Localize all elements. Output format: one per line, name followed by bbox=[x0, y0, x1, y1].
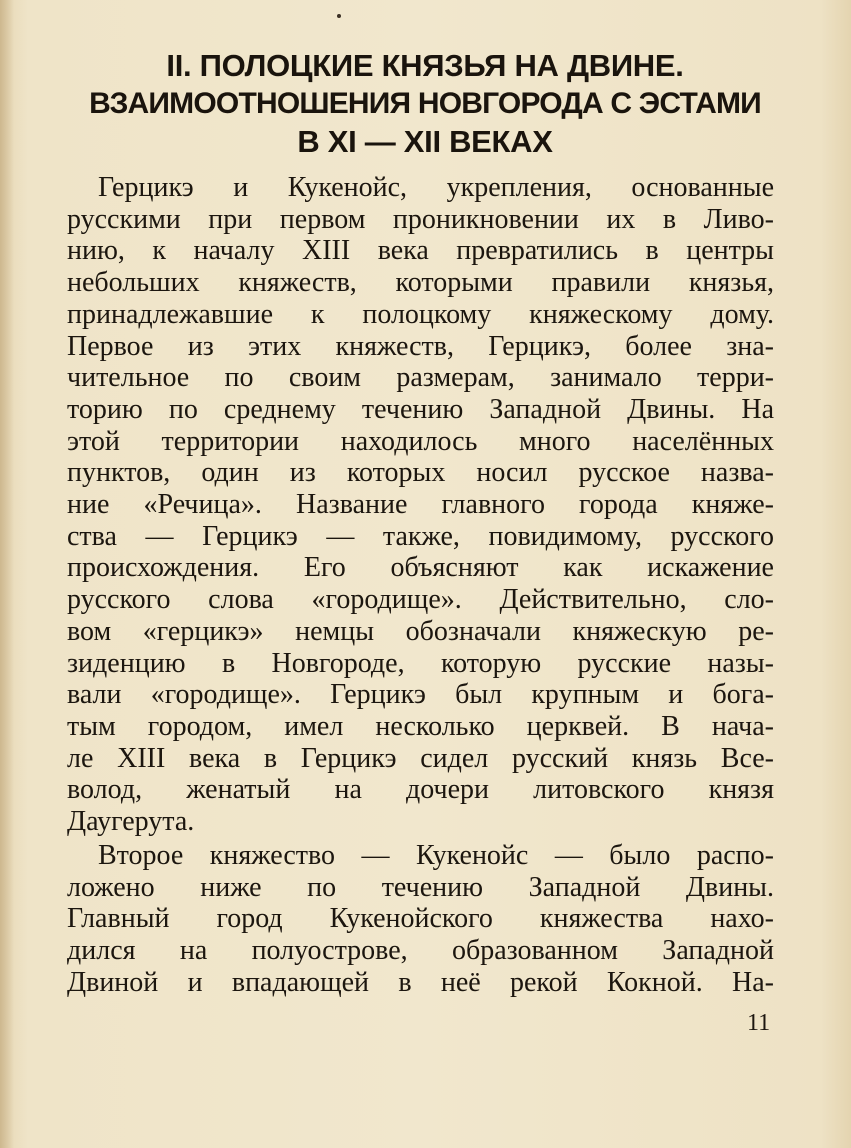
paragraph-1-line: зиденцию в Новгороде, которую русские назы- bbox=[67, 647, 774, 679]
paragraph-1-line: волод, женатый на дочери литовского князя bbox=[67, 774, 774, 806]
paragraph-1-line: происхождения. Его объясняют как искажение bbox=[67, 552, 774, 584]
paragraph-1-line: вом «герцикэ» немцы обозначали княжескую ре- bbox=[67, 615, 774, 647]
paragraph-1-line: пунктов, один из которых носил русское назва- bbox=[67, 457, 774, 489]
paragraph-1-line: вали «городище». Герцикэ был крупным и бога- bbox=[67, 679, 774, 711]
chapter-heading-line-2: ВЗАИМООТНОШЕНИЯ НОВГОРОДА С ЭСТАМИ bbox=[89, 87, 761, 120]
paragraph-1-line: Даугерута. bbox=[67, 806, 195, 837]
paragraph-1-line: ле XIII века в Герцикэ сидел русский князь Все- bbox=[67, 742, 774, 774]
paragraph-2-line: Двиной и впадающей в неё рекой Кокной. На- bbox=[67, 966, 774, 998]
ink-speck bbox=[337, 14, 341, 18]
paragraph-1-line: чительное по своим размерам, занимало терри- bbox=[67, 362, 774, 394]
paragraph-1-line: принадлежавшие к полоцкому княжескому дому. bbox=[67, 298, 774, 330]
paragraph-2-line: Главный город Кукенойского княжества нахо- bbox=[67, 903, 774, 935]
paragraph-1-line: Герцикэ и Кукенойс, укрепления, основанные bbox=[98, 172, 774, 203]
chapter-heading-line-1: II. ПОЛОЦКИЕ КНЯЗЬЯ НА ДВИНЕ. bbox=[166, 48, 684, 83]
paragraph-2-line: дился на полуострове, образованном Западной bbox=[67, 935, 774, 967]
page-number: 11 bbox=[747, 1010, 771, 1036]
paragraph-1-line: ства — Герцикэ — также, повидимому, русского bbox=[67, 520, 774, 552]
chapter-heading-line-3: В XI — XII ВЕКАХ bbox=[297, 124, 553, 159]
paragraph-2-line: Второе княжество — Кукенойс — было распо- bbox=[98, 840, 774, 871]
page-spine-shadow bbox=[0, 0, 14, 1148]
paragraph-1-line: тым городом, имел несколько церквей. В нача- bbox=[67, 710, 774, 742]
paragraph-1-line: нию, к началу XIII века превратились в центры bbox=[67, 235, 774, 267]
paragraph-1-line: торию по среднему течению Западной Двины. На bbox=[67, 393, 774, 425]
paragraph-2-line: ложено ниже по течению Западной Двины. bbox=[67, 871, 774, 903]
paragraph-1-line: русскими при первом проникновении их в Ливо- bbox=[67, 203, 774, 235]
paragraph-1-line: Первое из этих княжеств, Герцикэ, более зна- bbox=[67, 330, 774, 362]
paragraph-1-line: этой территории находилось много населённых bbox=[67, 425, 774, 457]
paragraph-1-line: ние «Речица». Название главного города княже- bbox=[67, 489, 774, 520]
paragraph-1-line: русского слова «городище». Действительно, сло- bbox=[67, 584, 774, 616]
paragraph-1-line: небольших княжеств, которыми правили князья, bbox=[67, 267, 774, 299]
